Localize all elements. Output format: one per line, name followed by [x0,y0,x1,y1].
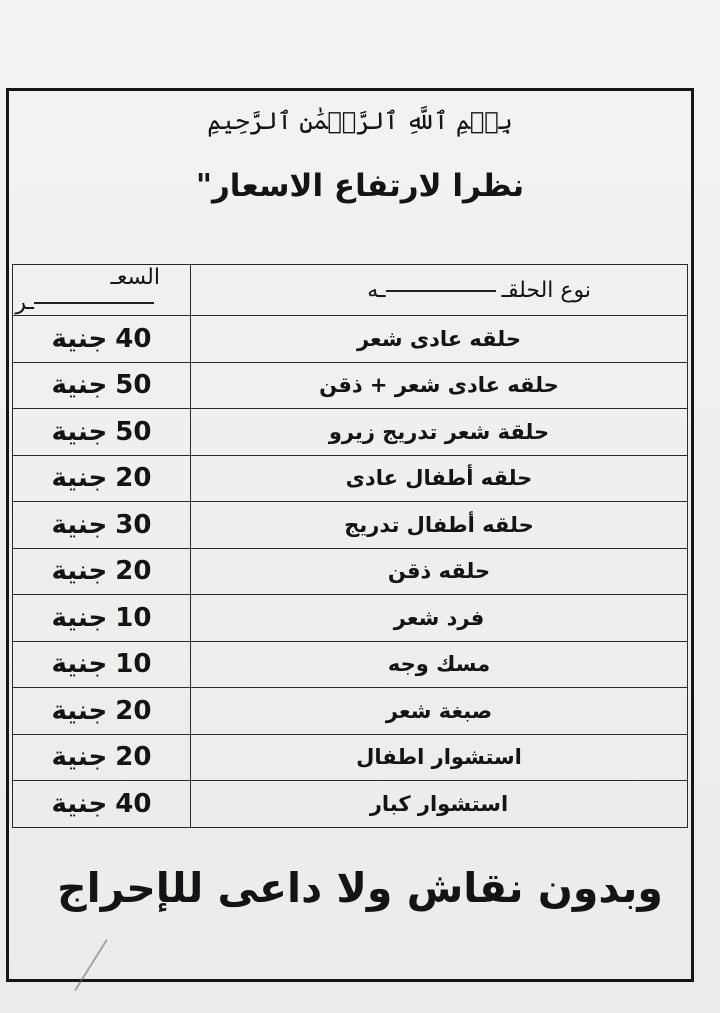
service-cell: استشوار كبار [191,781,688,828]
price-cell [13,548,191,595]
service-header-label: نوع الحلقـ [501,277,591,303]
price-amount: 30 [115,509,152,540]
service-cell: حلقه عادى شعر [191,316,688,363]
price-currency: جنية [51,323,108,354]
price-cell [13,688,191,735]
service-header-stretch [386,290,496,292]
table-row [13,455,688,502]
price-amount: 20 [115,742,152,773]
service-cell: حلقة شعر تدريج زيرو [191,409,688,456]
service-header-tail: ـه [367,277,386,303]
service-cell: استشوار اطفال [191,734,688,781]
footer-notice: وبدون نقاش ولا داعى للإحراج [57,864,663,912]
price-table [12,264,688,828]
price-cell [13,595,191,642]
table-row [13,734,688,781]
table-row [13,409,688,456]
price-amount: 50 [115,370,152,401]
price-amount: 50 [115,416,152,447]
price-cell [13,455,191,502]
price-amount: 40 [115,323,152,354]
table-row [13,641,688,688]
table-row [13,548,688,595]
price-currency: جنية [51,649,108,680]
price-cell [13,409,191,456]
price-amount: 40 [115,788,152,819]
service-cell: صبغة شعر [191,688,688,735]
price-cell [13,502,191,549]
price-currency: جنية [51,463,108,494]
table-row [13,362,688,409]
table-row [13,595,688,642]
price-cell [13,641,191,688]
service-column-header [191,265,688,316]
price-header-label: السعـ [110,265,160,290]
price-header-tail: ـر [15,290,34,315]
price-cell [13,781,191,828]
table-header-row [13,265,688,316]
service-cell: حلقه عادى شعر + ذقن [191,362,688,409]
price-currency: جنية [51,509,108,540]
price-currency: جنية [51,788,108,819]
price-amount: 10 [115,602,152,633]
table-row [13,781,688,828]
price-cell [13,734,191,781]
service-cell: حلقه ذقن [191,548,688,595]
table-row [13,688,688,735]
price-currency: جنية [51,556,108,587]
price-cell [13,362,191,409]
basmala-heading: بِسۡمِ ٱللَّهِ ٱلرَّحۡمَٰنِ ٱلرَّحِيمِ [207,107,513,135]
price-header-stretch [34,302,154,304]
price-currency: جنية [51,695,108,726]
price-currency: جنية [51,602,108,633]
price-cell [13,316,191,363]
notice-title: نظرا لارتفاع الاسعار" [195,168,525,204]
service-cell: فرد شعر [191,595,688,642]
price-currency: جنية [51,416,108,447]
price-currency: جنية [51,370,108,401]
table-row [13,502,688,549]
price-amount: 20 [115,695,152,726]
price-currency: جنية [51,742,108,773]
service-cell: حلقه أطفال تدريج [191,502,688,549]
price-amount: 10 [115,649,152,680]
price-amount: 20 [115,463,152,494]
price-column-header [13,265,191,316]
price-amount: 20 [115,556,152,587]
service-cell: مسك وجه [191,641,688,688]
service-cell: حلقه أطفال عادى [191,455,688,502]
table-row [13,316,688,363]
